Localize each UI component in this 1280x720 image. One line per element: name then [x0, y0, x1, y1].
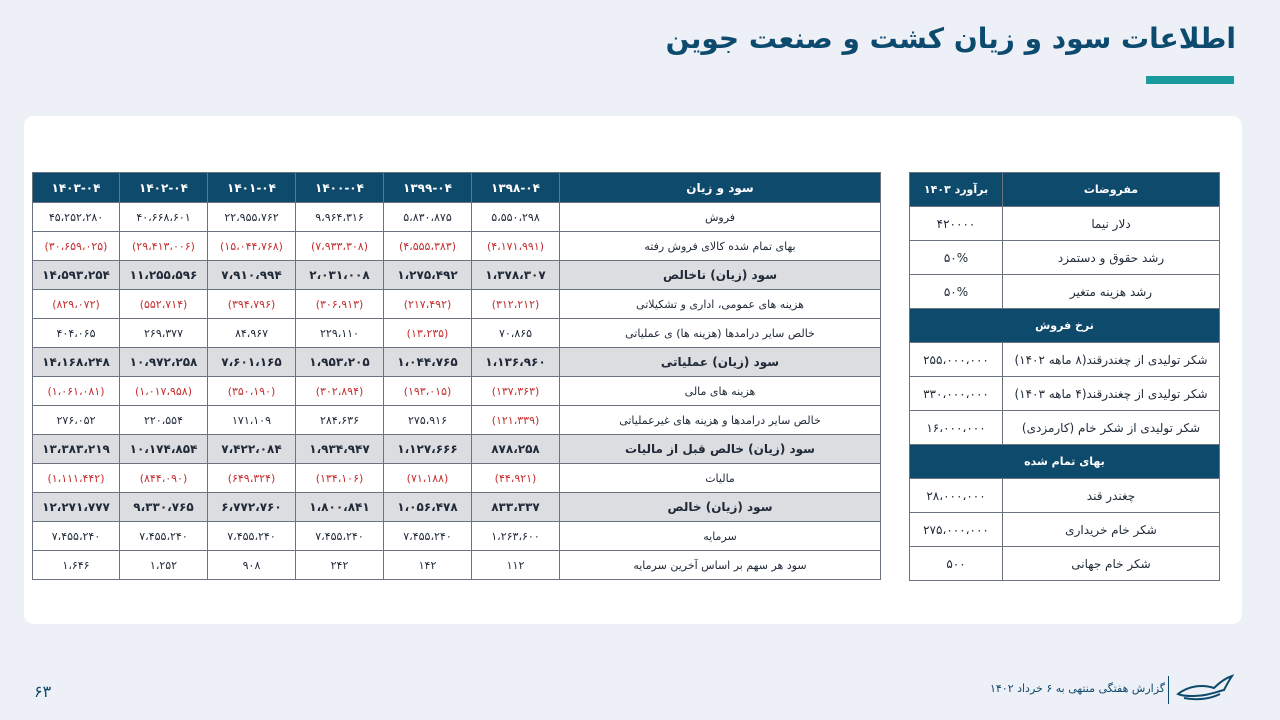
assumption-row: [910, 343, 1220, 377]
table-cell: (۶۴۹،۳۲۴): [208, 464, 296, 493]
table-cell: ۱،۲۷۵،۴۹۲: [384, 261, 472, 290]
table-cell: ۷،۴۵۵،۲۴۰: [384, 522, 472, 551]
table-cell: ۸۴،۹۶۷: [208, 319, 296, 348]
table-cell: (۲۹،۴۱۳،۰۰۶): [120, 232, 208, 261]
table-cell: (۸۲۹،۰۷۲): [33, 290, 120, 319]
table-cell: ۷،۹۱۰،۹۹۴: [208, 261, 296, 290]
table-cell: (۱۹۳،۰۱۵): [384, 377, 472, 406]
table-cell: (۱۳۷،۳۶۳): [472, 377, 560, 406]
assumption-value: ۱۶،۰۰۰،۰۰۰: [910, 411, 1003, 445]
table-cell: ۱،۹۵۳،۲۰۵: [296, 348, 384, 377]
table-row: [33, 203, 881, 232]
table-cell: (۸۴۴،۰۹۰): [120, 464, 208, 493]
table-cell: ۲۲۰،۵۵۴: [120, 406, 208, 435]
column-header-label: سود و زیان: [560, 173, 881, 203]
column-header-year: ۱۴۰۱-۰۴: [208, 173, 296, 203]
assumption-row: [910, 377, 1220, 411]
assumption-label: شکر تولیدی از چغندرقند(۸ ماهه ۱۴۰۲): [1003, 343, 1220, 377]
assumption-value: ۲۷۵،۰۰۰،۰۰۰: [910, 513, 1003, 547]
assumptions-header-row: [910, 173, 1220, 207]
table-cell: ۱،۸۰۰،۸۴۱: [296, 493, 384, 522]
table-cell: ۲۶۹،۳۷۷: [120, 319, 208, 348]
title-underline: [1146, 76, 1234, 84]
table-cell: (۴،۵۵۵،۳۸۳): [384, 232, 472, 261]
table-row: [33, 232, 881, 261]
table-cell: ۱،۳۷۸،۳۰۷: [472, 261, 560, 290]
assumption-label: رشد هزینه متغیر: [1003, 275, 1220, 309]
table-cell: ۱،۱۲۷،۶۶۶: [384, 435, 472, 464]
table-cell: ۹۰۸: [208, 551, 296, 580]
table-cell: (۱۳،۲۳۵): [384, 319, 472, 348]
table-row: [33, 522, 881, 551]
table-cell: (۱،۱۱۱،۴۴۲): [33, 464, 120, 493]
assumption-label: شکر تولیدی از شکر خام (کارمزدی): [1003, 411, 1220, 445]
page-number: ۶۳: [34, 682, 52, 701]
table-cell: ۷،۴۵۵،۲۴۰: [120, 522, 208, 551]
table-cell: ۷،۴۵۵،۲۴۰: [296, 522, 384, 551]
assumption-value: ۴۲۰۰۰۰: [910, 207, 1003, 241]
assumption-value: ۵۰%: [910, 241, 1003, 275]
table-cell: ۱،۰۵۶،۴۷۸: [384, 493, 472, 522]
assumption-row: [910, 411, 1220, 445]
column-header-year: ۱۳۹۹-۰۴: [384, 173, 472, 203]
table-cell: ۷،۴۵۵،۲۴۰: [33, 522, 120, 551]
footer-report-title: گزارش هفتگی منتهی به ۶ خرداد ۱۴۰۲: [989, 682, 1165, 695]
row-label: سود (زیان) خالص: [560, 493, 881, 522]
row-label: سرمایه: [560, 522, 881, 551]
row-label: خالص سایر درامدها (هزینه ها) ی عملیاتی: [560, 319, 881, 348]
table-cell: (۳۹۴،۷۹۶): [208, 290, 296, 319]
table-row: [33, 493, 881, 522]
table-cell: (۷۱،۱۸۸): [384, 464, 472, 493]
row-label: فروش: [560, 203, 881, 232]
row-label: بهای تمام شده کالای فروش رفته: [560, 232, 881, 261]
row-label: هزینه های مالی: [560, 377, 881, 406]
table-cell: ۱۴،۵۹۳،۲۵۴: [33, 261, 120, 290]
footer-divider: [1168, 676, 1169, 704]
row-label: سود هر سهم بر اساس آخرین سرمایه: [560, 551, 881, 580]
table-cell: ۱،۶۴۶: [33, 551, 120, 580]
section-header-row: [910, 445, 1220, 479]
table-cell: ۸۳۳،۳۳۷: [472, 493, 560, 522]
table-header-row: [33, 173, 881, 203]
assumption-row: [910, 241, 1220, 275]
table-row: [33, 319, 881, 348]
row-label: خالص سایر درامدها و هزینه های غیرعملیاتی: [560, 406, 881, 435]
table-cell: ۱،۲۶۳،۶۰۰: [472, 522, 560, 551]
table-cell: ۹،۳۳۰،۷۶۵: [120, 493, 208, 522]
table-row: [33, 435, 881, 464]
table-cell: (۴۴،۹۲۱): [472, 464, 560, 493]
assumption-value: ۲۸،۰۰۰،۰۰۰: [910, 479, 1003, 513]
table-cell: ۲۲۹،۱۱۰: [296, 319, 384, 348]
assumption-value: ۵۰۰: [910, 547, 1003, 581]
table-cell: (۳۱۲،۲۱۲): [472, 290, 560, 319]
assumption-label: چغندر قند: [1003, 479, 1220, 513]
table-cell: ۱،۰۴۴،۷۶۵: [384, 348, 472, 377]
table-cell: (۱۵،۰۴۴،۷۶۸): [208, 232, 296, 261]
table-cell: ۱۷۱،۱۰۹: [208, 406, 296, 435]
table-cell: ۴۵،۲۵۲،۲۸۰: [33, 203, 120, 232]
table-cell: ۱۱۲: [472, 551, 560, 580]
table-cell: ۱،۱۳۶،۹۶۰: [472, 348, 560, 377]
row-label: سود (زیان) عملیاتی: [560, 348, 881, 377]
table-row: [33, 464, 881, 493]
table-cell: ۱۴۲: [384, 551, 472, 580]
table-cell: (۲۱۷،۴۹۲): [384, 290, 472, 319]
row-label: مالیات: [560, 464, 881, 493]
table-cell: (۱۲۱،۳۳۹): [472, 406, 560, 435]
assumptions-header-cell: برآورد ۱۴۰۳: [910, 173, 1003, 207]
table-cell: ۱۳،۳۸۳،۲۱۹: [33, 435, 120, 464]
table-cell: (۳۵۰،۱۹۰): [208, 377, 296, 406]
assumptions-table: [909, 172, 1220, 581]
table-cell: ۵،۵۵۰،۲۹۸: [472, 203, 560, 232]
table-cell: ۱،۲۵۲: [120, 551, 208, 580]
section-title: نرخ فروش: [910, 309, 1220, 343]
table-cell: ۷،۶۰۱،۱۶۵: [208, 348, 296, 377]
assumption-value: ۳۳۰،۰۰۰،۰۰۰: [910, 377, 1003, 411]
table-cell: ۷،۴۵۵،۲۴۰: [208, 522, 296, 551]
assumption-label: دلار نیما: [1003, 207, 1220, 241]
table-cell: ۱۱،۲۵۵،۵۹۶: [120, 261, 208, 290]
table-cell: (۱،۰۶۱،۰۸۱): [33, 377, 120, 406]
table-cell: (۷،۹۳۳،۳۰۸): [296, 232, 384, 261]
row-label: سود (زیان) خالص قبل از مالیات: [560, 435, 881, 464]
eagle-logo-icon: [1176, 674, 1234, 702]
table-cell: ۷۰،۸۶۵: [472, 319, 560, 348]
section-title: بهای تمام شده: [910, 445, 1220, 479]
column-header-year: ۱۳۹۸-۰۴: [472, 173, 560, 203]
assumption-label: شکر خام خریداری: [1003, 513, 1220, 547]
table-cell: ۱۲،۲۷۱،۷۷۷: [33, 493, 120, 522]
section-header-row: [910, 309, 1220, 343]
page-title: اطلاعات سود و زیان کشت و صنعت جوین: [665, 22, 1236, 55]
assumption-row: [910, 207, 1220, 241]
assumption-label: شکر خام جهانی: [1003, 547, 1220, 581]
table-row: [33, 406, 881, 435]
table-cell: ۲۷۶،۰۵۲: [33, 406, 120, 435]
column-header-year: ۱۴۰۳-۰۴: [33, 173, 120, 203]
table-cell: ۲۴۲: [296, 551, 384, 580]
table-cell: (۳۰۶،۹۱۳): [296, 290, 384, 319]
assumption-row: [910, 513, 1220, 547]
table-row: [33, 377, 881, 406]
assumption-value: ۵۰%: [910, 275, 1003, 309]
table-cell: ۱۴،۱۶۸،۲۴۸: [33, 348, 120, 377]
table-cell: ۱۰،۱۷۴،۸۵۴: [120, 435, 208, 464]
table-cell: ۲،۰۳۱،۰۰۸: [296, 261, 384, 290]
row-label: هزینه های عمومی، اداری و تشکیلاتی: [560, 290, 881, 319]
assumption-label: شکر تولیدی از چغندرقند(۴ ماهه ۱۴۰۳): [1003, 377, 1220, 411]
table-cell: ۴۰،۶۶۸،۶۰۱: [120, 203, 208, 232]
table-cell: (۳۰۲،۸۹۴): [296, 377, 384, 406]
table-cell: (۳۰،۶۵۹،۰۲۵): [33, 232, 120, 261]
table-cell: ۸۷۸،۲۵۸: [472, 435, 560, 464]
table-cell: ۲۲،۹۵۵،۷۶۲: [208, 203, 296, 232]
table-cell: ۲۷۵،۹۱۶: [384, 406, 472, 435]
row-label: سود (زیان) ناخالص: [560, 261, 881, 290]
table-cell: (۵۵۲،۷۱۴): [120, 290, 208, 319]
assumption-value: ۲۵۵،۰۰۰،۰۰۰: [910, 343, 1003, 377]
assumption-row: [910, 479, 1220, 513]
assumptions-header-cell: مفروضات: [1003, 173, 1220, 207]
table-cell: ۱۰،۹۷۲،۲۵۸: [120, 348, 208, 377]
table-cell: (۴،۱۷۱،۹۹۱): [472, 232, 560, 261]
table-cell: ۴۰۴،۰۶۵: [33, 319, 120, 348]
table-row: [33, 261, 881, 290]
table-cell: ۹،۹۶۴،۳۱۶: [296, 203, 384, 232]
table-cell: ۵،۸۳۰،۸۷۵: [384, 203, 472, 232]
profit-loss-table: [32, 172, 881, 580]
table-cell: ۶،۷۷۲،۷۶۰: [208, 493, 296, 522]
assumption-label: رشد حقوق و دستمزد: [1003, 241, 1220, 275]
column-header-year: ۱۴۰۲-۰۴: [120, 173, 208, 203]
table-row: [33, 551, 881, 580]
assumption-row: [910, 275, 1220, 309]
table-cell: (۱۳۴،۱۰۶): [296, 464, 384, 493]
column-header-year: ۱۴۰۰-۰۴: [296, 173, 384, 203]
assumption-row: [910, 547, 1220, 581]
table-row: [33, 348, 881, 377]
table-cell: ۱،۹۳۴،۹۴۷: [296, 435, 384, 464]
table-cell: ۲۸۴،۶۳۶: [296, 406, 384, 435]
table-cell: ۷،۴۲۲،۰۸۴: [208, 435, 296, 464]
table-row: [33, 290, 881, 319]
table-cell: (۱،۰۱۷،۹۵۸): [120, 377, 208, 406]
